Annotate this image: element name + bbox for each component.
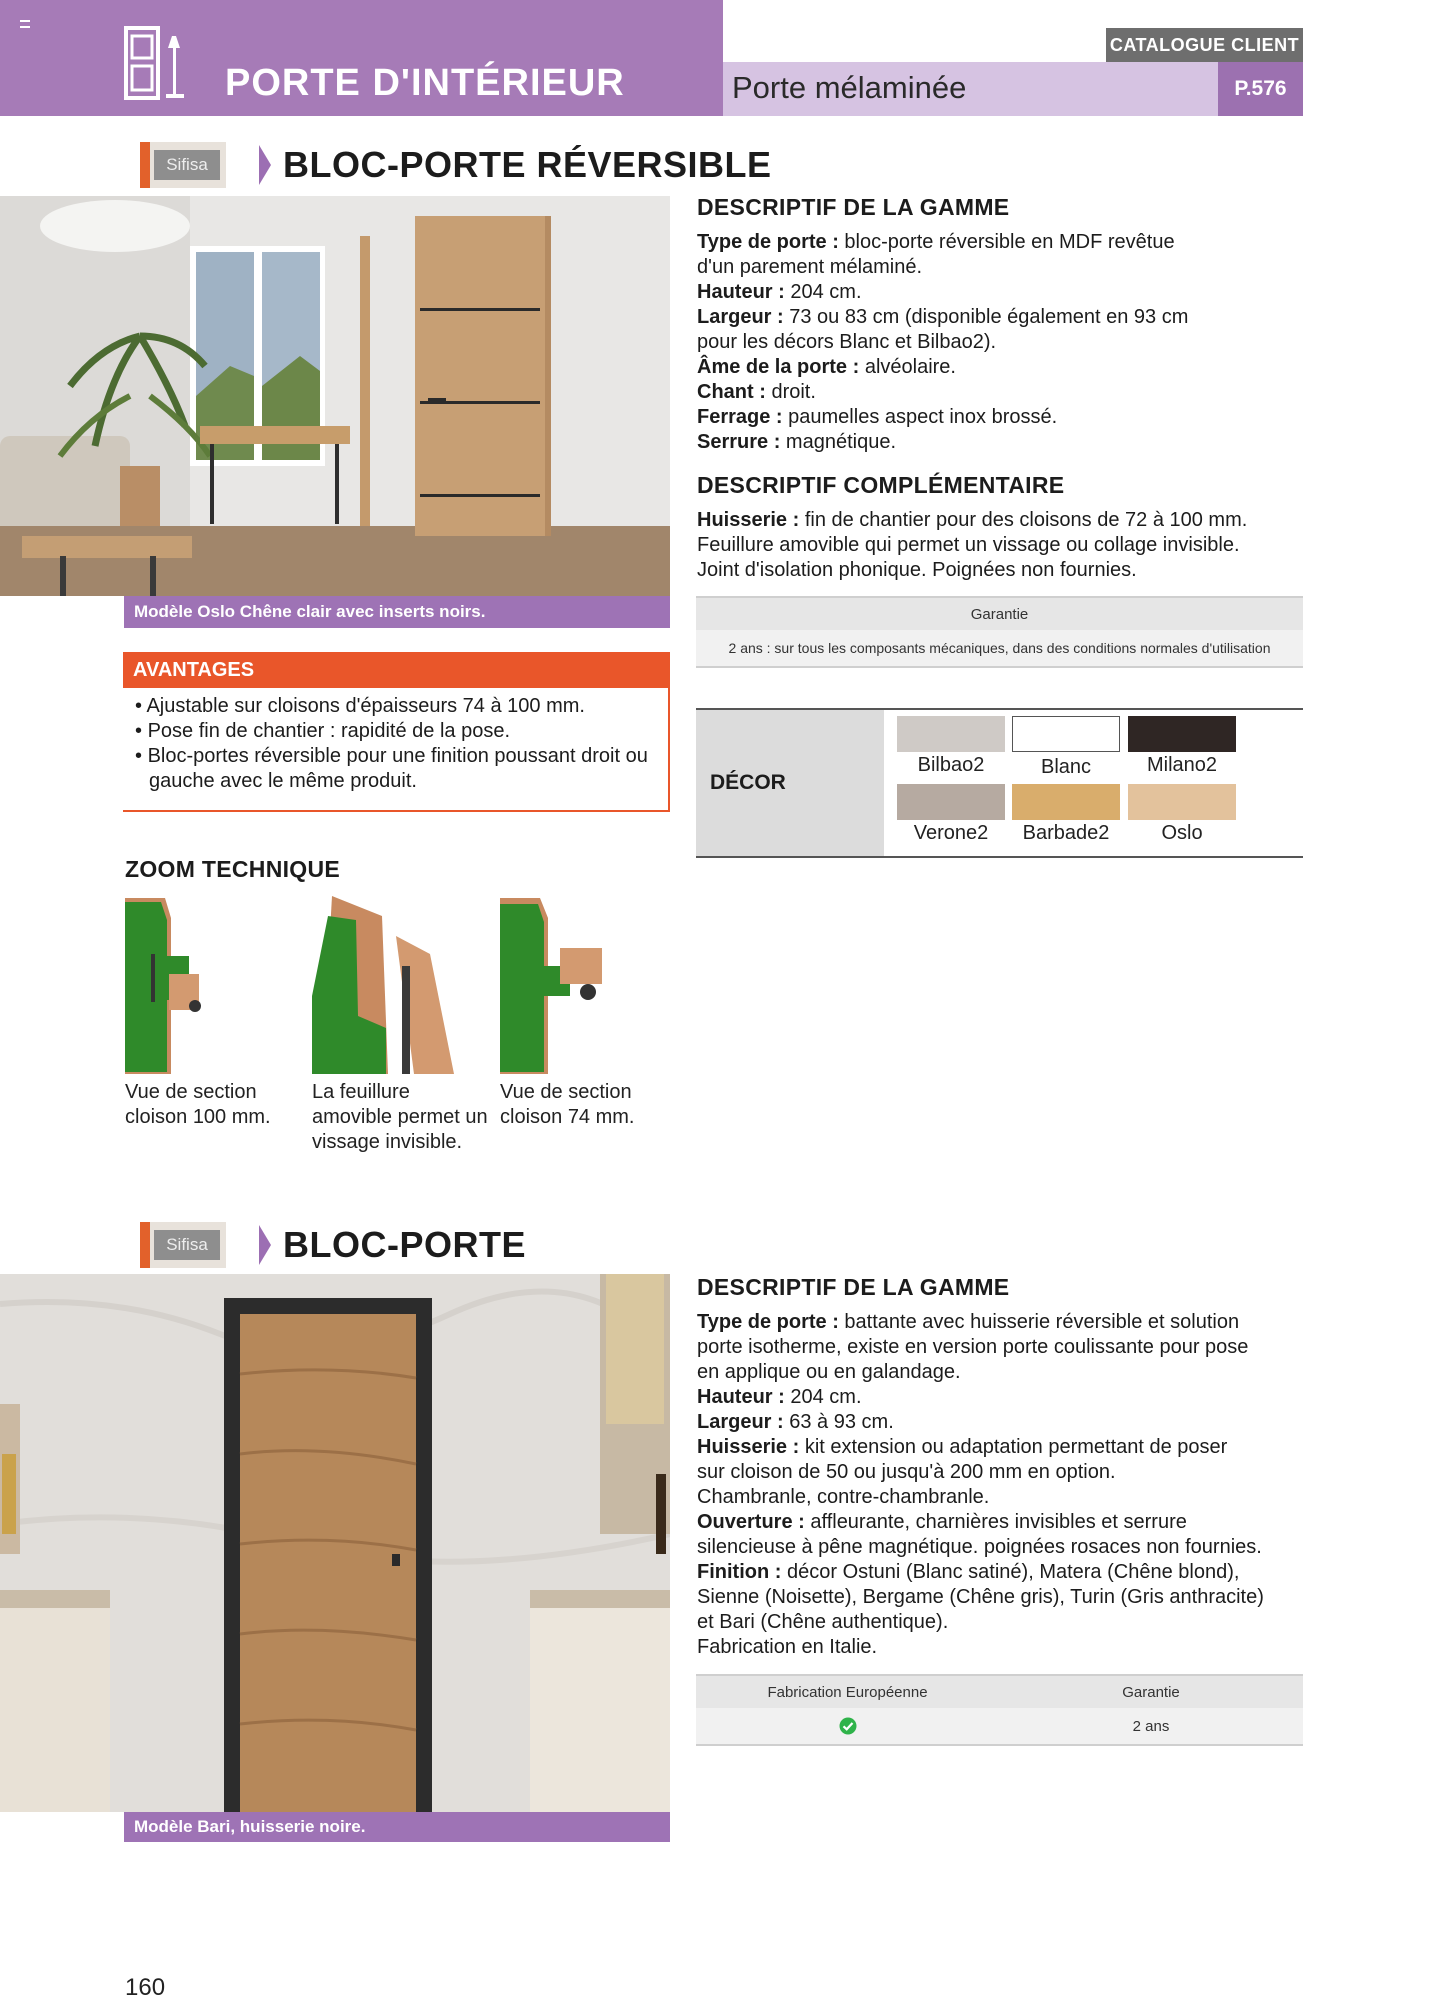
photo-caption: Modèle Bari, huisserie noire. [124,1812,670,1842]
warranty-header: Garantie [696,596,1303,630]
range-line: silencieuse à pêne magnétique. poignées rosaces non fournies. [697,1536,1262,1558]
product-photo-bari [0,1274,670,1812]
range-line: Ferrage : paumelles aspect inox brossé. [697,406,1058,428]
range-line: porte isotherme, existe en version porte coulissante pour pose [697,1336,1249,1358]
advantage-item: • Ajustable sur cloisons d'épaisseurs 74 à 100 mm. [131,694,668,719]
range-line: Hauteur : 204 cm. [697,281,862,303]
chevron-icon [259,1225,271,1265]
extra-line: Feuillure amovible qui permet un vissage ou collage invisible. [697,534,1240,556]
range-line: Sienne (Noisette), Bergame (Chêne gris), Turin (Gris anthracite) [697,1586,1264,1608]
advantages-heading: AVANTAGES [123,652,670,688]
decor-name: Oslo [1161,822,1203,844]
zoom-heading: ZOOM TECHNIQUE [125,856,341,882]
range-line: Ouverture : affleurante, charnières invisibles et serrure [697,1511,1187,1533]
swatch-milano2 [1128,716,1236,752]
decor-name: Barbade2 [1022,822,1110,844]
product-photo-oslo [0,196,670,596]
table-header-fabrication: Fabrication Européenne [696,1674,999,1708]
swatch-barbade2 [1012,784,1120,820]
range-line: sur cloison de 50 ou jusqu'à 200 mm en option. [697,1461,1116,1483]
table-cell-warranty: 2 ans [999,1708,1303,1746]
section-view-100-image [125,896,207,1074]
range-line: Âme de la porte : alvéolaire. [697,356,956,378]
range-line: Huisserie : kit extension ou adaptation permettant de poser [697,1436,1228,1458]
decor-name: Verone2 [913,822,989,844]
page-subtitle: Porte mélaminée [732,70,967,105]
advantage-item: • Bloc-portes réversible pour une finition poussant droit ou gauche avec le même produit. [131,744,668,794]
section-title: BLOC-PORTE RÉVERSIBLE [283,144,772,185]
catalogue-badge: CATALOGUE CLIENT [1106,28,1303,62]
swatch-verone2 [897,784,1005,820]
section-title: BLOC-PORTE [283,1224,526,1265]
range-line: Fabrication en Italie. [697,1636,878,1658]
range-line: Type de porte : bloc-porte réversible en MDF revêtue [697,231,1175,253]
range-line: Chant : droit. [697,381,816,403]
swatch-oslo [1128,784,1236,820]
photo-caption: Modèle Oslo Chêne clair avec inserts noirs. [124,596,670,628]
page-category-title: PORTE D'INTÉRIEUR [225,62,625,104]
decor-label: DÉCOR [696,710,884,856]
brand-logo: Sifisa [140,142,226,188]
chevron-icon [259,145,271,185]
brand-logo: Sifisa [140,1222,226,1268]
range-line: Finition : décor Ostuni (Blanc satiné), Matera (Chêne blond), [697,1561,1240,1583]
extra-line: Huisserie : fin de chantier pour des cloisons de 72 à 100 mm. [697,509,1248,531]
range-description [697,1310,1307,1660]
table-header-warranty: Garantie [999,1674,1303,1708]
decor-name: Milano2 [1146,754,1218,776]
range-heading: DESCRIPTIF DE LA GAMME [697,1274,1010,1300]
page-reference: P.576 [1218,62,1303,116]
range-line: Largeur : 73 ou 83 cm (disponible également en 93 cm [697,306,1189,328]
section-view-74-image [500,896,610,1074]
extra-description [697,508,1307,583]
zoom-caption: La feuillure amovible permet un vissage invisible. [312,1081,488,1153]
range-line: pour les décors Blanc et Bilbao2). [697,331,997,353]
zoom-caption: Vue de section cloison 74 mm. [500,1081,635,1128]
table-cell-fabrication [696,1708,999,1746]
extra-heading: DESCRIPTIF COMPLÉMENTAIRE [697,472,1065,498]
range-line: Chambranle, contre-chambranle. [697,1486,990,1508]
range-line: en applique ou en galandage. [697,1361,961,1383]
range-line: et Bari (Chêne authentique). [697,1611,949,1633]
warranty-value: 2 ans : sur tous les composants mécaniques, dans des conditions normales d'utilisation [696,630,1303,668]
range-line: Type de porte : battante avec huisserie réversible et solution [697,1311,1240,1333]
check-circle-icon [839,1717,857,1735]
zoom-caption: Vue de section cloison 100 mm. [125,1081,271,1128]
extra-line: Joint d'isolation phonique. Poignées non fournies. [697,559,1137,581]
decor-name: Bilbao2 [917,754,985,776]
range-line: d'un parement mélaminé. [697,256,923,278]
decor-name: Blanc [1040,756,1092,778]
swatch-blanc [1012,716,1120,752]
page-number: 160 [125,1974,166,2001]
door-lamp-icon [124,26,188,102]
advantage-item: • Pose fin de chantier : rapidité de la pose. [131,719,668,744]
range-heading: DESCRIPTIF DE LA GAMME [697,194,1010,220]
swatch-bilbao2 [897,716,1005,752]
range-line: Serrure : magnétique. [697,431,897,453]
advantages-list [123,688,670,812]
range-line: Largeur : 63 à 93 cm. [697,1411,894,1433]
menu-icon [20,20,30,28]
range-description [697,230,1297,455]
rebate-view-image [312,896,462,1074]
range-line: Hauteur : 204 cm. [697,1386,862,1408]
